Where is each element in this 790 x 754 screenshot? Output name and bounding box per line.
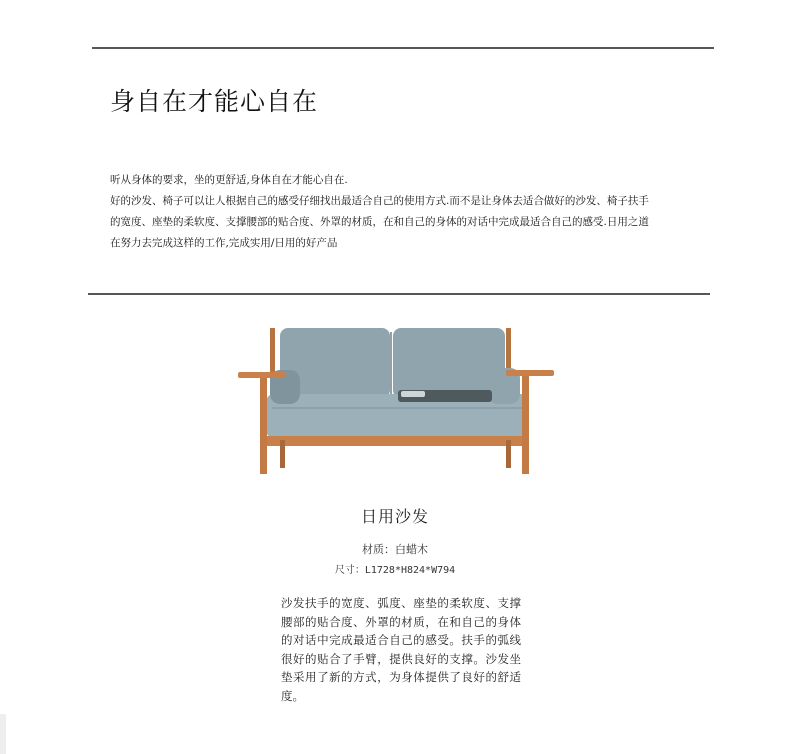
leg-back-left <box>280 440 285 468</box>
product-name: 日用沙发 <box>360 507 429 526</box>
intro-line: 听从身体的要求，坐的更舒适,身体自在才能心自在. <box>110 174 348 186</box>
intro-line: 的宽度、座垫的柔软度、支撑腰部的贴合度、外罩的材质，在和自己的身体的对话中完成最适合自己的感受.日用之道 <box>110 216 649 228</box>
book <box>401 391 425 397</box>
product-size: 尺寸：L1728*H824*W794 <box>334 565 456 576</box>
leg-back-right <box>506 440 511 468</box>
intro-line: 在努力去完成这样的工作,完成实用/日用的好产品 <box>110 237 338 249</box>
product-material: 材质：白蜡木 <box>362 543 428 556</box>
leg-front-right <box>522 376 529 474</box>
intro-line: 好的沙发、椅子可以让人根据自己的感受仔细找出最适合自己的使用方式.而不是让身体去适合做好的沙发、椅子扶手 <box>110 195 649 207</box>
middle-divider <box>88 293 710 295</box>
leg-front-left <box>260 378 267 474</box>
armrest-right <box>506 370 554 376</box>
base-rail <box>266 436 528 446</box>
intro-paragraph <box>110 170 690 254</box>
product-description: 沙发扶手的宽度、弧度、座垫的柔软度、支撑腰部的贴合度、外罩的材质，在和自己的身体的对话中完成最适合自己的感受。扶手的弧线很好的贴合了手臂，提供良好的支撑。沙发坐垫采用了新的方式，为身体提供了良好的舒适度。 <box>281 596 521 703</box>
edge-shadow <box>0 714 6 754</box>
top-divider <box>92 47 714 49</box>
page-headline: 身自在才能心自在 <box>110 87 319 116</box>
sofa-product-image <box>236 322 556 482</box>
armrest-left <box>238 372 286 378</box>
sofa-illustration <box>236 322 556 482</box>
